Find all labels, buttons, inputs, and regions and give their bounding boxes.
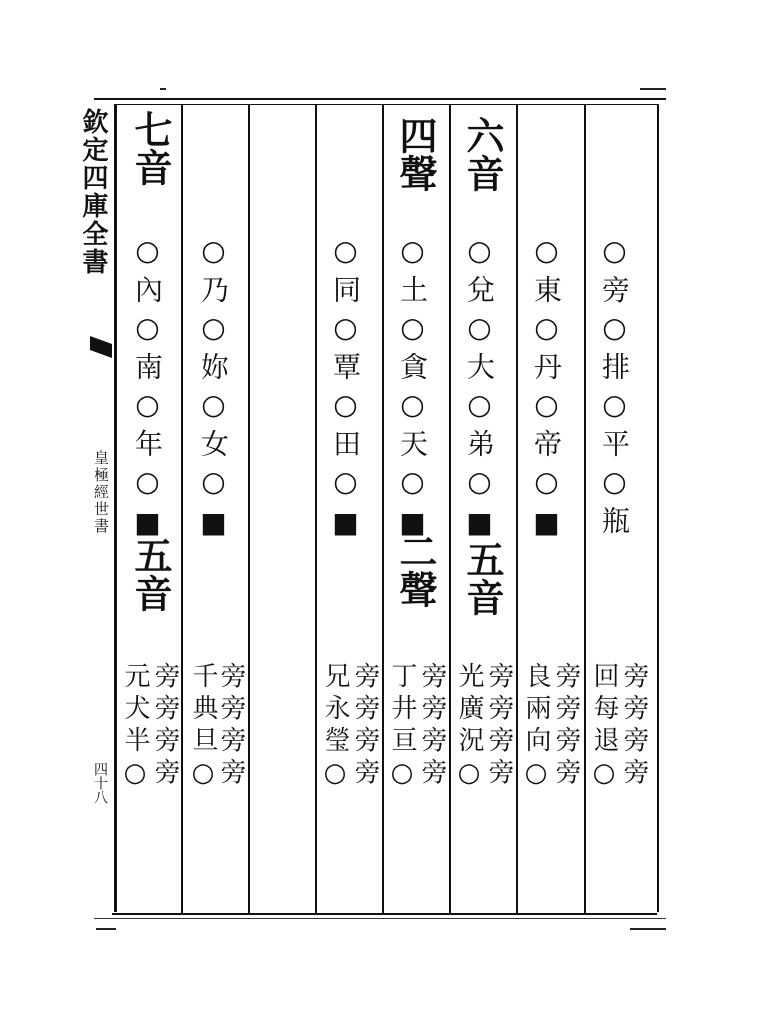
column-5 [384,106,448,912]
column-heading: 六音 [460,116,505,192]
column-1 [117,106,181,912]
column-lower-heading: 二聲 [393,532,438,608]
bottom-border-outer-rule [94,918,666,919]
column-lower-text: 旁旁旁旁 [551,662,581,790]
column-3 [250,106,314,912]
column-lower-text: 良兩向○ [521,662,551,794]
column-lower-heading: 五音 [460,540,505,616]
top-border-rule [94,98,666,100]
column-lower-text: 旁旁旁旁 [350,662,380,790]
column-7 [518,106,582,912]
column-lower-text: 元犬半○ [120,662,150,794]
bottom-tick [630,928,666,930]
column-upper-text: ○內○南○年○■ [131,234,164,547]
column-4 [317,106,381,912]
column-lower-text: 千典旦○ [188,662,218,794]
column-lower-text: 光廣況○ [454,662,484,794]
fish-tail-mark [90,336,112,358]
column-lower-text: 旁旁旁旁 [619,662,649,790]
column-lower-heading: 五音 [128,536,173,612]
top-tick [640,88,666,90]
column-lower-text: 旁旁旁旁 [417,662,447,790]
column-lower-text: 旁旁旁旁 [216,662,246,790]
book-title: 欽定四庫全書 [78,108,108,276]
column-2 [183,106,247,912]
column-lower-text: 丁井亘○ [387,662,417,794]
column-upper-text: ○兌○大○弟○■ [463,234,496,547]
page-number: 四十八 [92,762,108,804]
column-upper-text: ○乃○妳○女○■ [197,234,230,547]
bottom-border-rule [112,913,657,915]
column-lower-text: 兄永瑩○ [320,662,350,794]
bottom-tick [96,928,116,930]
top-tick [160,88,166,90]
column-upper-text: ○土○貪○天○■ [396,234,429,547]
column-upper-text: ○旁○排○平○瓶 [598,234,631,542]
column-upper-text: ○同○覃○田○■ [329,234,362,547]
column-lower-text: 旁旁旁旁 [484,662,514,790]
column-6 [451,106,515,912]
column-lower-text: 旁旁旁旁 [150,662,180,790]
column-heading: 七音 [128,110,173,186]
column-upper-text: ○東○丹○帝○■ [530,234,563,547]
column-lower-text: 回每退○ [589,662,619,794]
sub-title: 皇極經世書 [92,450,110,535]
column-heading: 四聲 [393,116,438,192]
column-8 [586,106,652,912]
